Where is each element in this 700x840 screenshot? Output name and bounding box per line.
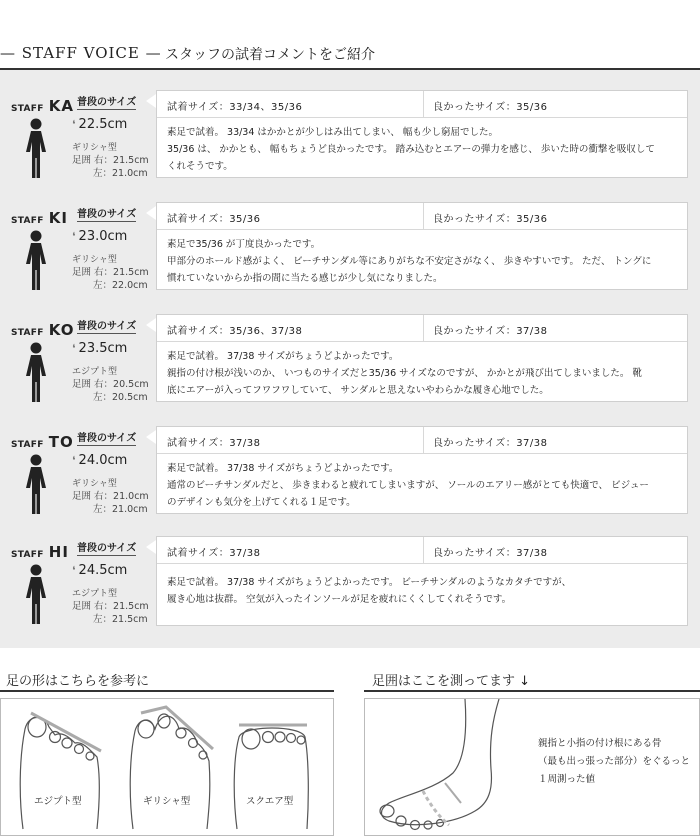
tried-size: 試着サイズ：35/36 [167, 214, 261, 225]
usual-size-label: 普段のサイズ [77, 93, 136, 110]
foot-shape-box [0, 698, 334, 836]
foot-girth: 足囲 右：21.5cm 左：21.0cm [72, 155, 149, 179]
foot-type: ギリシャ型 [72, 143, 117, 153]
staff-entry-hi [0, 536, 700, 636]
best-size: 良かったサイズ：37/38 [433, 438, 548, 449]
usual-size-value: ❛ 24.0cm [72, 453, 128, 468]
foot-shapes-illustration [1, 699, 333, 835]
usual-size-label: 普段のサイズ [77, 317, 136, 334]
comment-text: 素足で試着。 37/38 サイズがちょうどよかったです。 通常のビーチサンダルだと、 歩きまわると疲れてしまいますが、 ソールのエアリー感がとても快適で、 ビジュー のデザインも気分を上げてくれる１足です。 [167, 463, 649, 508]
person-icon [23, 342, 49, 404]
shoe-icon: ❛ [72, 118, 76, 131]
girth-section-title: 足囲はここを測ってます ↓ [372, 674, 531, 689]
foot-type: エジプト型 [72, 367, 118, 377]
comment-card [156, 202, 688, 290]
foot-type-egyptian-label: エジプト型 [34, 796, 82, 807]
shoe-icon: ❛ [72, 454, 76, 467]
comment-text: 素足で35/36 が丁度良かったです。 甲部分のホールド感がよく、 ビーチサンダル等にありがちな不安定さがなく、 歩きやすいです。 ただ、 トングに 慣れていないからか指の間に当たる感じが少し気になりました。 [167, 239, 652, 284]
foot-girth: 足囲 右：21.5cm 左：21.5cm [72, 601, 149, 625]
tried-size: 試着サイズ：37/38 [167, 438, 261, 449]
person-icon [23, 230, 49, 292]
staff-label: STAFF KA [11, 97, 75, 115]
section-header [0, 40, 700, 70]
tried-size: 試着サイズ：33/34、35/36 [167, 102, 303, 113]
usual-size-value: ❛ 22.5cm [72, 117, 128, 132]
person-icon [23, 118, 49, 180]
speech-arrow [146, 540, 156, 554]
header-title-jp: スタッフの試着コメントをご紹介 [165, 47, 375, 63]
tried-size: 試着サイズ：35/36、37/38 [167, 326, 303, 337]
staff-entry-ki [0, 202, 700, 302]
shoe-icon: ❛ [72, 230, 76, 243]
staff-entry-ko [0, 314, 700, 414]
staff-label: STAFF KO [11, 321, 75, 339]
foot-type: ギリシャ型 [72, 479, 117, 489]
best-size: 良かったサイズ：35/36 [433, 214, 548, 225]
shoe-icon: ❛ [72, 342, 76, 355]
staff-entry-ka [0, 90, 700, 190]
person-icon [23, 564, 49, 626]
header-title-en: — STAFF VOICE — [0, 44, 162, 62]
staff-label: STAFF HI [11, 543, 69, 561]
usual-size-value: ❛ 24.5cm [72, 563, 128, 578]
comment-text: 素足で試着。 37/38 サイズがちょうどよかったです。 ビーチサンダルのようなカタチですが、 履き心地は抜群。 空気が入ったインソールが足を疲れにくくしてくれそうです。 [167, 577, 572, 605]
foot-type: エジプト型 [72, 589, 118, 599]
foot-type-square-label: スクエア型 [246, 796, 294, 807]
speech-arrow [146, 94, 156, 108]
best-size: 良かったサイズ：37/38 [433, 548, 548, 559]
girth-note: 親指と小指の付け根にある骨 （最も出っ張った部分）をぐるっと １周測った値 [538, 738, 691, 785]
usual-size-label: 普段のサイズ [77, 429, 136, 446]
staff-voice-panel [0, 70, 700, 648]
foot-shape-title: 足の形はこちらを参考に [6, 674, 150, 689]
foot-girth: 足囲 右：21.5cm 左：22.0cm [72, 267, 149, 291]
usual-size-label: 普段のサイズ [77, 205, 136, 222]
best-size: 良かったサイズ：35/36 [433, 102, 548, 113]
tried-size: 試着サイズ：37/38 [167, 548, 261, 559]
speech-arrow [146, 430, 156, 444]
usual-size-label: 普段のサイズ [77, 539, 136, 556]
staff-entry-to [0, 426, 700, 526]
comment-card [156, 314, 688, 402]
foot-girth: 足囲 右：20.5cm 左：20.5cm [72, 379, 149, 403]
speech-arrow [146, 318, 156, 332]
person-icon [23, 454, 49, 516]
comment-text: 素足で試着。 33/34 はかかとが少しはみ出てしまい、 幅も少し窮屈でした。 35/36 は、 かかとも、 幅もちょうど良かったです。 踏み込むとエアーの弾力を感じ、 歩いた時の衝撃を吸収して くれそうです。 [167, 127, 655, 172]
staff-label: STAFF TO [11, 433, 74, 451]
usual-size-value: ❛ 23.0cm [72, 229, 128, 244]
staff-label: STAFF KI [11, 209, 68, 227]
foot-type: ギリシャ型 [72, 255, 117, 265]
foot-shape-rule [0, 690, 334, 692]
comment-card [156, 426, 688, 514]
foot-girth: 足囲 右：21.0cm 左：21.0cm [72, 491, 149, 515]
speech-arrow [146, 206, 156, 220]
foot-type-greek-label: ギリシャ型 [143, 796, 191, 807]
comment-text: 素足で試着。 37/38 サイズがちょうどよかったです。 親指の付け根が浅いのか、 いつものサイズだと35/36 サイズなのですが、 かかとが飛び出てしまいました。 靴 底にエアーが入ってフワフワしていて、 サンダルと思えないやわらかな履き心地でした。 [167, 351, 642, 396]
comment-card [156, 90, 688, 178]
shoe-icon: ❛ [72, 564, 76, 577]
usual-size-value: ❛ 23.5cm [72, 341, 128, 356]
girth-section-rule [364, 690, 700, 692]
best-size: 良かったサイズ：37/38 [433, 326, 548, 337]
comment-card [156, 536, 688, 626]
